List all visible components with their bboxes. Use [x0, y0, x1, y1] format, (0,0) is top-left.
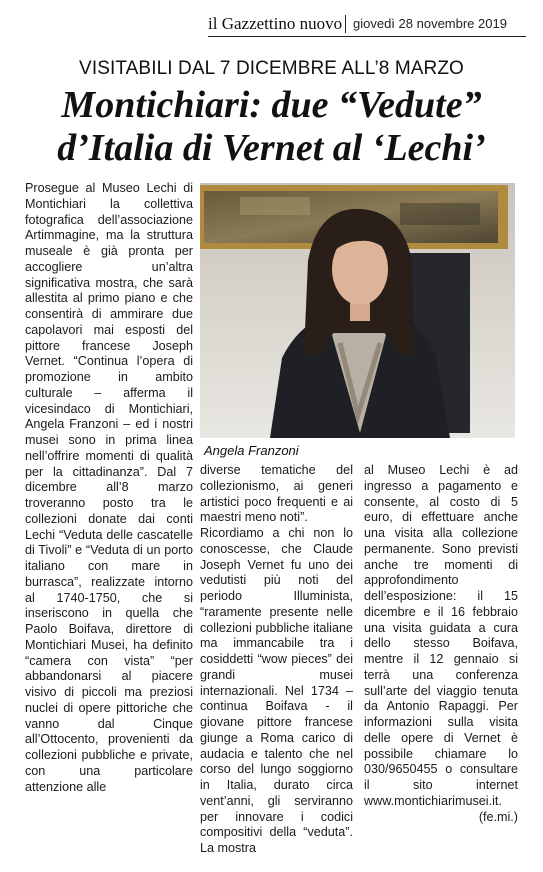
issue-date: giovedì 28 novembre 2019: [353, 16, 507, 31]
publication-name: il Gazzettino nuovo: [208, 14, 343, 33]
article-headline: [0, 84, 543, 170]
portrait-photo: [200, 183, 515, 438]
column-2-paragraph-1: diverse tematiche del collezionismo, ai generi artistici poco frequenti e ai maestri meno noti”.: [200, 463, 353, 525]
article-column-2: [200, 463, 353, 857]
article-column-3: [364, 463, 518, 825]
column-1-text: Prosegue al Museo Lechi di Montichiari la collettiva fotografica dell’associazione Artimmagine, ma la struttura museale è già pronta per accogliere un’altra significativa mostra, che sarà allestita al primo piano e che consentirà di ammirare due capolavori mai esposti del pittore francese Joseph Vernet. “Continua l’opera di promozione in ambito culturale – afferma il vicesindaco di Montichiari, Angela Franzoni – ed i nostri musei sono in prima linea nell’offrire momenti di qualità per la cittadinanza”. Dal 7 dicembre all’8 marzo troveranno posto tra le collezioni donate dai conti Lechi “Veduta delle cascatelle di Tivoli” e “Veduta di un porto italiano con mare in burrasca”, realizzate intorno al 1740-1750, che si inseriscono in quella che Paolo Boifava, direttore di Montichiari Musei, ha definito “camera con vista” “per abbandonarsi al piacere visivo di piccoli ma preziosi nuclei di opere pittoriche che vanno dal Cinque all’Ottocento, provenienti da collezioni pubbliche e private, con una particolare attenzione alle: [25, 181, 193, 794]
headline-line-1: Montichiari: due “Vedute”: [61, 84, 482, 126]
photo-caption: Angela Franzoni: [204, 443, 299, 458]
headline-line-2: d’Italia di Vernet al ‘Lechi’: [57, 127, 486, 169]
article-column-1: [25, 181, 193, 795]
masthead-separator: [345, 15, 346, 33]
column-3-paragraph-1: al Museo Lechi è ad ingresso a pagamento e consente, al costo di 5 euro, di effettuare anche una visita alla collezione permanente. Sono previsti anche tre momenti di approfondimento dell’esposizione: il 15 dicembre e il 16 febbraio una visita guidata a cura dello stesso Boifava, mentre il 12 gennaio si terrà una conferenza sull’arte del viaggio tenuta da Antonio Rapaggi. Per informazioni sulla visita delle opere di Vernet è possibile chiamare lo 030/9650455 o consultare il sito internet www.montichiarimusei.it.: [364, 463, 518, 808]
article-kicker: VISITABILI DAL 7 DICEMBRE ALL’8 MARZO: [79, 58, 464, 79]
author-signature: (fe.mi.): [478, 809, 518, 824]
masthead: [208, 12, 526, 37]
column-2-paragraph-2: Ricordiamo a chi non lo conoscesse, che Claude Joseph Vernet fu uno dei vedutisti più noti del periodo Illuminista, “raramente presente nelle collezioni pubbliche italiane ma immancabile tra i cosiddetti “wow pieces” dei grandi musei internazionali. Nel 1734 – continua Boifava - il giovane pittore francese giunge a Roma carico di audacia e talento che nel corso del lungo soggiorno in Italia, durato circa vent’anni, gli serviranno per innovare i codici compositivi della “veduta”. La mostra: [200, 526, 353, 855]
